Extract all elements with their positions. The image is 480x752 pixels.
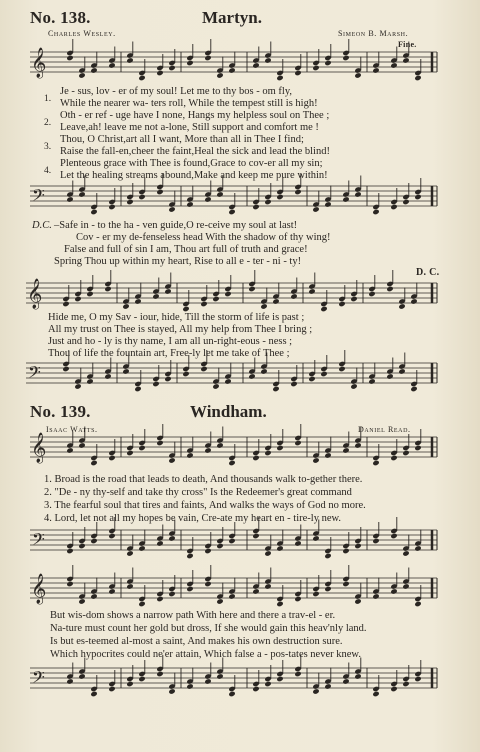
note-head <box>390 204 397 210</box>
note-head <box>312 591 319 597</box>
note-head <box>402 583 409 589</box>
note-head <box>104 286 111 292</box>
lyric-line: Je - sus, lov - er of my soul! Let me to thy bos - om fly, <box>60 86 293 97</box>
note-head <box>212 296 219 302</box>
note-head <box>372 209 379 215</box>
treble-clef-icon: 𝄞 <box>31 433 47 462</box>
note-head <box>108 588 115 594</box>
lyric-line: Is but es-teemed al-most a saint, And makes his own destruction sure. <box>50 636 343 647</box>
note-head <box>126 199 133 205</box>
note-head <box>276 676 283 682</box>
note-head <box>156 440 163 446</box>
note-head <box>122 368 129 374</box>
note-head <box>402 681 409 687</box>
note-head <box>228 691 235 697</box>
note-head <box>86 378 93 384</box>
note-head <box>204 678 211 684</box>
note-head <box>138 194 145 200</box>
note-head <box>182 371 189 377</box>
note-head <box>78 543 85 549</box>
note-head <box>204 447 211 453</box>
bass-clef-icon: 𝄢 <box>32 669 45 691</box>
note-head <box>308 288 315 294</box>
note-head <box>228 460 235 466</box>
note-head <box>338 366 345 372</box>
note-head <box>414 676 421 682</box>
note-head <box>156 596 163 602</box>
note-head <box>390 588 397 594</box>
note-head <box>308 376 315 382</box>
note-head <box>264 583 271 589</box>
bass-clef-icon: 𝄢 <box>28 364 41 386</box>
note-head <box>138 545 145 551</box>
note-head <box>290 293 297 299</box>
note-head <box>398 368 405 374</box>
note-head <box>66 55 73 61</box>
note-head <box>186 201 193 207</box>
note-head <box>324 60 331 66</box>
note-head <box>168 688 175 694</box>
note-head <box>66 548 73 554</box>
note-head <box>156 189 163 195</box>
note-head <box>276 545 283 551</box>
note-head <box>66 581 73 587</box>
note-head <box>368 378 375 384</box>
note-head <box>320 306 327 312</box>
bass-clef-icon: 𝄢 <box>32 531 45 553</box>
note-head <box>252 533 259 539</box>
note-head <box>78 191 85 197</box>
lyric-line: Plenteous grace with Thee is found,Grace to cov-er all my sin; <box>60 158 323 169</box>
note-head <box>354 72 361 78</box>
note-head <box>224 378 231 384</box>
author: Isaac Watts. <box>46 425 98 434</box>
note-head <box>324 452 331 458</box>
lyric-line: 1. Broad is the road that leads to death, And thousands walk to-gether there. <box>44 474 363 485</box>
note-head <box>224 291 231 297</box>
note-head <box>90 67 97 73</box>
note-head <box>138 601 145 607</box>
hymn-title: Martyn. <box>202 8 262 27</box>
note-head <box>410 386 417 392</box>
note-head <box>390 455 397 461</box>
note-head <box>312 535 319 541</box>
note-head <box>342 55 349 61</box>
treble-clef-icon: 𝄞 <box>31 48 47 77</box>
note-head <box>260 303 267 309</box>
note-head <box>62 366 69 372</box>
note-head <box>294 596 301 602</box>
note-head <box>294 70 301 76</box>
lyric-line: Raise the fall-en,cheer the faint,Heal the sick and lead the blind! <box>60 146 330 157</box>
note-head <box>252 455 259 461</box>
note-head <box>414 75 421 81</box>
note-head <box>386 373 393 379</box>
note-head <box>324 683 331 689</box>
treble-clef-icon: 𝄞 <box>27 279 43 308</box>
note-head <box>122 303 129 309</box>
treble-clef-icon: 𝄞 <box>31 574 47 603</box>
note-head <box>216 72 223 78</box>
verse-number: 3. <box>44 142 52 152</box>
note-head <box>390 686 397 692</box>
lyric-line: Hide me, O my Sav - iour, hide, Till the storm of life is past ; <box>48 312 305 323</box>
note-head <box>312 206 319 212</box>
note-head <box>204 548 211 554</box>
note-head <box>402 199 409 205</box>
lyric-line: 4. Lord, let not all my hopes be vain, Cre-ate my heart en - tire-ly new. <box>44 513 342 524</box>
note-head <box>200 366 207 372</box>
note-head <box>200 301 207 307</box>
note-head <box>252 588 259 594</box>
verse-number: 4. <box>44 166 52 176</box>
note-head <box>204 196 211 202</box>
note-head <box>390 62 397 68</box>
note-head <box>62 301 69 307</box>
note-head <box>264 550 271 556</box>
lyric-line: Na-ture must count her gold but dross, If she would gain this heav'nly land. <box>50 623 367 634</box>
lyric-line: Thou, O Christ,art all I want, More than all in Thee I find; <box>60 134 304 145</box>
note-head <box>228 67 235 73</box>
note-head <box>414 601 421 607</box>
note-head <box>78 72 85 78</box>
lyric-line: Let the healing streams abound,Make and keep me pure within! <box>60 170 328 181</box>
note-head <box>216 191 223 197</box>
note-head <box>252 62 259 68</box>
note-head <box>390 533 397 539</box>
author: Charles Wesley. <box>48 29 116 38</box>
note-head <box>186 452 193 458</box>
note-head <box>168 457 175 463</box>
note-head <box>204 55 211 61</box>
verse-number: 1. <box>44 94 52 104</box>
note-head <box>108 204 115 210</box>
note-head <box>342 678 349 684</box>
note-head <box>272 386 279 392</box>
note-head <box>320 371 327 377</box>
lyric-line: Thou of life the fountain art, Free-ly let me take of Thee ; <box>48 348 290 359</box>
note-head <box>228 538 235 544</box>
note-head <box>138 75 145 81</box>
lyric-line: But wis-dom shows a narrow path With here and there a trav-el - er. <box>50 610 336 621</box>
note-head <box>126 681 133 687</box>
lyric-line: Leave,ah! leave me not a-lone, Still support and comfort me ! <box>60 122 319 133</box>
note-head <box>66 678 73 684</box>
note-head <box>186 586 193 592</box>
note-head <box>252 686 259 692</box>
note-head <box>350 296 357 302</box>
note-head <box>168 65 175 71</box>
note-head <box>90 460 97 466</box>
note-head <box>168 206 175 212</box>
note-head <box>402 57 409 63</box>
note-head <box>126 450 133 456</box>
note-head <box>248 286 255 292</box>
lyric-line: Spring Thou up within my heart, Rise to all e - ter - ni - ty! <box>54 256 302 267</box>
lyric-line: All my trust on Thee is stayed, All my help from Thee I bring ; <box>48 324 313 335</box>
note-head <box>78 442 85 448</box>
note-head <box>78 598 85 604</box>
note-head <box>204 581 211 587</box>
note-head <box>414 194 421 200</box>
note-head <box>342 196 349 202</box>
dc-label: D.C. <box>32 220 52 231</box>
note-head <box>276 194 283 200</box>
bass-clef-icon: 𝄢 <box>32 187 45 209</box>
note-head <box>66 196 73 202</box>
note-head <box>186 553 193 559</box>
note-head <box>414 445 421 451</box>
staff-treble-3 <box>30 437 437 457</box>
note-head <box>126 57 133 63</box>
note-head <box>276 75 283 81</box>
note-head <box>294 540 301 546</box>
note-head <box>294 440 301 446</box>
hymn-number: No. 138. <box>30 8 91 27</box>
note-head <box>338 301 345 307</box>
note-head <box>134 298 141 304</box>
note-head <box>90 538 97 544</box>
note-head <box>228 209 235 215</box>
note-head <box>164 288 171 294</box>
note-head <box>152 293 159 299</box>
note-head <box>168 535 175 541</box>
note-head <box>372 67 379 73</box>
note-head <box>372 460 379 466</box>
composer: Simeon B. Marsh. <box>338 29 409 38</box>
note-head <box>168 591 175 597</box>
lyric-line: 3. The fearful soul that tires and faints, And walks the ways of God no more. <box>44 500 366 511</box>
note-head <box>186 60 193 66</box>
note-head <box>264 681 271 687</box>
note-head <box>90 593 97 599</box>
note-head <box>186 683 193 689</box>
note-head <box>74 383 81 389</box>
fine-marking: Fine. <box>398 40 417 49</box>
note-head <box>324 553 331 559</box>
note-head <box>126 550 133 556</box>
lyric-line: 2. "De - ny thy-self and take thy cross" Is the Redeemer's great command <box>44 487 352 498</box>
note-head <box>216 442 223 448</box>
note-head <box>402 450 409 456</box>
note-head <box>260 368 267 374</box>
note-head <box>324 201 331 207</box>
note-head <box>90 209 97 215</box>
note-head <box>228 593 235 599</box>
note-head <box>216 543 223 549</box>
note-head <box>248 373 255 379</box>
note-head <box>386 286 393 292</box>
lyric-line: Cov - er my de-fenseless head With the shadow of thy wing! <box>76 232 331 243</box>
note-head <box>372 593 379 599</box>
note-head <box>108 455 115 461</box>
note-head <box>138 445 145 451</box>
note-head <box>216 673 223 679</box>
note-head <box>264 199 271 205</box>
note-head <box>272 298 279 304</box>
composer: Daniel Read. <box>358 425 411 434</box>
note-head <box>354 673 361 679</box>
note-head <box>290 381 297 387</box>
staff-bass-1 <box>30 186 437 206</box>
note-head <box>342 548 349 554</box>
note-head <box>354 598 361 604</box>
note-head <box>312 688 319 694</box>
note-head <box>342 581 349 587</box>
note-head <box>86 291 93 297</box>
note-head <box>354 191 361 197</box>
verse-number: 2. <box>44 118 52 128</box>
note-head <box>216 598 223 604</box>
note-head <box>264 450 271 456</box>
note-head <box>342 447 349 453</box>
note-head <box>350 383 357 389</box>
note-head <box>312 65 319 71</box>
note-head <box>212 383 219 389</box>
note-head <box>414 545 421 551</box>
lyric-line: Oth - er ref - uge have I none, Hangs my helpless soul on Thee ; <box>60 110 330 121</box>
note-head <box>294 671 301 677</box>
note-head <box>108 62 115 68</box>
note-head <box>372 538 379 544</box>
note-head <box>138 676 145 682</box>
note-head <box>410 298 417 304</box>
lyric-line: False and full of sin I am, Thou art full of truth and grace! <box>64 244 308 255</box>
note-head <box>276 445 283 451</box>
note-head <box>368 291 375 297</box>
hymn-number: No. 139. <box>30 402 91 421</box>
note-head <box>156 671 163 677</box>
lyric-line: Just and ho - ly is thy name, I am all un-right-eous - ness ; <box>48 336 293 347</box>
note-head <box>402 550 409 556</box>
note-head <box>164 376 171 382</box>
note-head <box>354 442 361 448</box>
lyric-line: –Safe in - to the ha - ven guide,O re-ceive my soul at last! <box>54 220 298 231</box>
note-head <box>324 586 331 592</box>
note-head <box>312 457 319 463</box>
note-head <box>156 540 163 546</box>
note-head <box>78 673 85 679</box>
note-head <box>108 533 115 539</box>
note-head <box>264 57 271 63</box>
lyric-line: Which hypocrites could ne'er attain, Which false a - pos-tates never knew. <box>50 649 361 660</box>
staff-bass-2 <box>26 363 437 383</box>
note-head <box>108 686 115 692</box>
dc-marking: D. C. <box>416 267 440 278</box>
note-head <box>104 373 111 379</box>
note-head <box>252 204 259 210</box>
note-head <box>156 70 163 76</box>
staff-bass-4 <box>30 668 437 688</box>
note-head <box>126 583 133 589</box>
note-head <box>294 189 301 195</box>
note-head <box>152 381 159 387</box>
note-head <box>354 543 361 549</box>
note-head <box>372 691 379 697</box>
note-head <box>276 601 283 607</box>
note-head <box>66 447 73 453</box>
note-head <box>134 386 141 392</box>
hymn-title: Windham. <box>190 402 267 421</box>
note-head <box>398 303 405 309</box>
note-head <box>74 296 81 302</box>
note-head <box>90 691 97 697</box>
lyric-line: While the nearer wa- ters roll, While the tempest still is high! <box>60 98 318 109</box>
